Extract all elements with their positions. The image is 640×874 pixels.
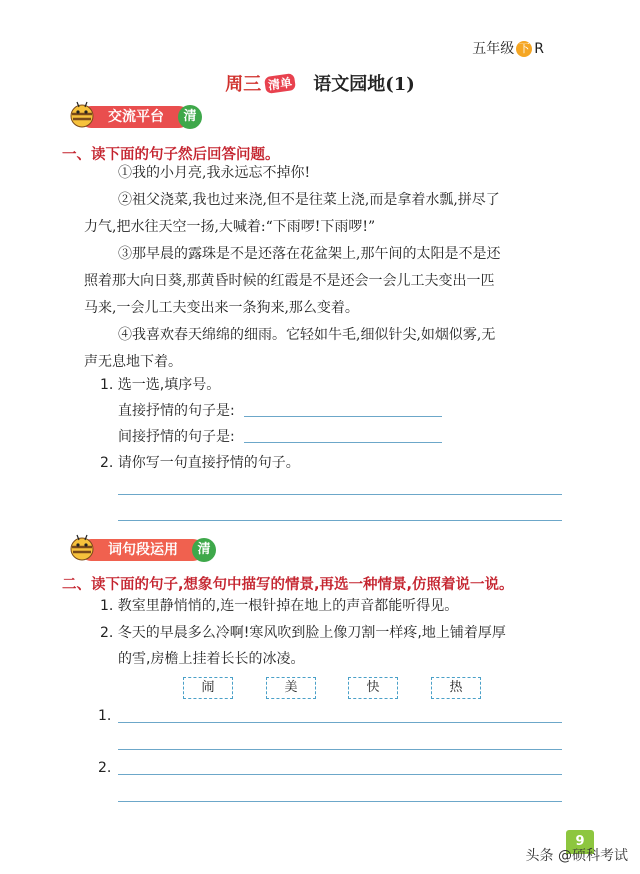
green-badge-icon: 清 xyxy=(178,105,202,129)
sentence-3-cont: 照着那大向日葵,那黄昏时候的红霞是不是还会一会儿工夫变出一匹 xyxy=(84,273,495,289)
answer-line[interactable] xyxy=(118,494,562,495)
bee-mascot-icon xyxy=(68,531,96,563)
question-2-title: 二、读下面的句子,想象句中描写的情景,再选一种情景,仿照着说一说。 xyxy=(62,577,514,593)
word-box: 快 xyxy=(348,677,398,699)
answer-line[interactable] xyxy=(118,801,562,802)
answer-line[interactable] xyxy=(118,722,562,723)
item-1: 1. 教室里静悄悄的,连一根针掉在地上的声音都能听得见。 xyxy=(100,598,459,614)
page-number: 9 xyxy=(566,830,594,854)
item-2: 2. 冬天的早晨多么冷啊!寒风吹到脸上像刀割一样疼,地上铺着厚厚 xyxy=(100,625,506,641)
question-1-title: 一、读下面的句子然后回答问题。 xyxy=(62,147,280,163)
indirect-label: 间接抒情的句子是: xyxy=(118,429,235,445)
checklist-badge: 清单 xyxy=(264,73,296,94)
sentence-3: ③那早晨的露珠是不是还落在花盆架上,那午间的太阳是不是还 xyxy=(118,246,501,262)
answer-line[interactable] xyxy=(118,774,562,775)
sub-question-1: 1. 选一选,填序号。 xyxy=(100,377,221,393)
direct-label: 直接抒情的句子是: xyxy=(118,403,235,419)
direct-answer-line[interactable] xyxy=(244,416,442,417)
sentence-2-cont: 力气,把水往天空一扬,大喊着:“下雨啰!下雨啰!” xyxy=(84,219,376,235)
sentence-block xyxy=(84,160,584,376)
answer-2-number: 2. xyxy=(98,760,112,776)
title-day: 周三 xyxy=(225,74,262,95)
sentence-3-cont2: 马来,一会儿工夫变出来一条狗来,那么变着。 xyxy=(84,300,359,316)
indirect-answer-line[interactable] xyxy=(244,442,442,443)
item-2-cont: 的雪,房檐上挂着长长的冰凌。 xyxy=(118,651,305,667)
banner-label: 交流平台 xyxy=(108,109,164,125)
word-box: 热 xyxy=(431,677,481,699)
answer-line[interactable] xyxy=(118,749,562,750)
volume-badge: 下 xyxy=(516,41,532,57)
banner-label: 词句段运用 xyxy=(108,542,178,558)
word-box: 闹 xyxy=(183,677,233,699)
edition-letter: R xyxy=(534,41,544,57)
answer-1-number: 1. xyxy=(98,708,112,724)
title-main: 语文园地(1) xyxy=(313,74,415,95)
sentence-4: ④我喜欢春天绵绵的细雨。它轻如牛毛,细似针尖,如烟似雾,无 xyxy=(118,327,496,343)
sub-question-2: 2. 请你写一句直接抒情的句子。 xyxy=(100,455,300,471)
grade-label xyxy=(472,38,544,58)
section-banner-usage xyxy=(80,539,211,561)
watermark: 头条 @硕科考试 xyxy=(525,848,628,864)
word-box: 美 xyxy=(266,677,316,699)
page-title xyxy=(0,70,640,96)
green-badge-icon: 清 xyxy=(192,538,216,562)
answer-line[interactable] xyxy=(118,520,562,521)
bee-mascot-icon xyxy=(68,98,96,130)
grade-text: 五年级 xyxy=(472,41,515,57)
sentence-1: ①我的小月亮,我永远忘不掉你! xyxy=(118,165,311,181)
section-banner-exchange xyxy=(80,106,197,128)
sentence-4-cont: 声无息地下着。 xyxy=(84,354,182,370)
sentence-2: ②祖父浇菜,我也过来浇,但不是往菜上浇,而是拿着水瓢,拼尽了 xyxy=(118,192,500,208)
